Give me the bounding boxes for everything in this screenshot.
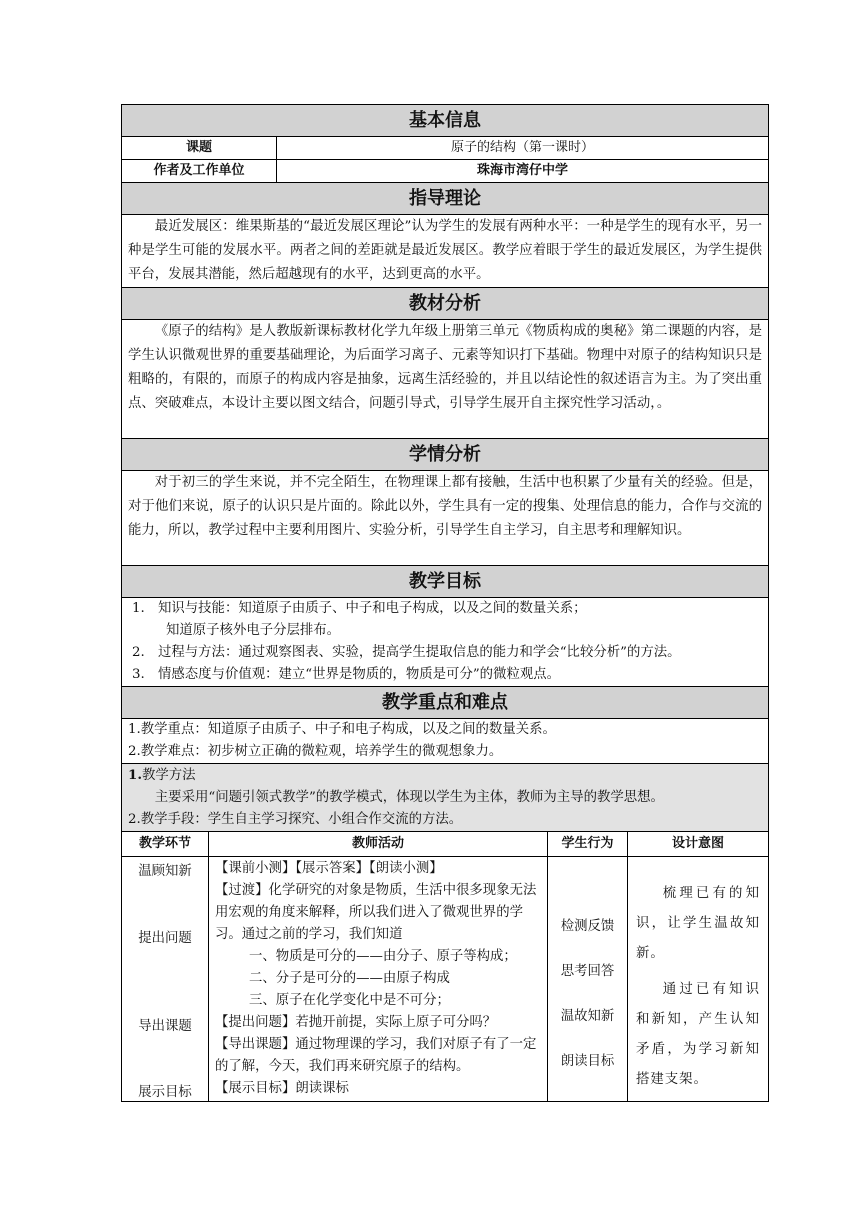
section-basic-info-title: 基本信息 <box>122 105 769 137</box>
goal-item-1: 1. 知识与技能：知道原子由质子、中子和电子构成，以及之间的数量关系； <box>132 601 587 616</box>
topic-value: 原子的结构（第一课时） <box>277 137 769 160</box>
student-item: 思考回答 <box>560 964 615 979</box>
section-keypoints-title: 教学重点和难点 <box>122 687 769 719</box>
stage-item: 导出课题 <box>138 1019 192 1034</box>
students-text: 对于初三的学生来说，并不完全陌生，在物理课上都有接触，生活中也积累了少量有关的经验。但是，对于他们来说，原子的认识只是片面的。除此以外，学生具有一定的搜集、处理信息的能力，合作与交流的能力，所以，教学过程中主要利用图片、实验分析，引导学生自主学习，自主思考和理解知识。 <box>128 475 762 538</box>
stage-column <box>122 857 209 1102</box>
intent-item: 梳理已有的知识，让学生温故知新。 <box>636 886 760 961</box>
student-column <box>548 857 628 1102</box>
student-item: 检测反馈 <box>560 919 615 934</box>
goal-item-2: 2. 过程与方法：通过观察图表、实验，提高学生提取信息的能力和学会“比较分析”的方法。 <box>132 645 681 660</box>
teacher-line: 【提出问题】若抛开前提，实际上原子可分吗？ <box>215 1015 497 1030</box>
material-text: 《原子的结构》是人教版新课标教材化学九年级上册第三单元《物质构成的奥秘》第二课题的内容，是学生认识微观世界的重要基础理论，为后面学习离子、元素等知识打下基础。物理中对原子的结构知识只是粗略的，有限的，而原子的构成内容是抽象，远离生活经验的，并且以结论性的叙述语言为主。为了突出重点、突破难点，本设计主要以图文结合，问题引导式，引导学生展开自主探究性学习活动，。 <box>128 324 762 411</box>
intent-column <box>628 857 769 1102</box>
teacher-line: 【导出课题】通过物理课的学习，我们对原子有了一定的了解，今天，我们再来研究原子的结构。 <box>215 1037 537 1074</box>
focus-text: 1.教学重点：知道原子由质子、中子和电子构成，以及之间的数量关系。 <box>128 722 556 737</box>
section-theory-title: 指导理论 <box>122 183 769 215</box>
header-teacher: 教师活动 <box>209 832 548 857</box>
goals-list <box>122 598 769 687</box>
section-goals-title: 教学目标 <box>122 566 769 598</box>
topic-label: 课题 <box>122 137 277 160</box>
intent-item: 通过已有知识和新知，产生认知矛盾，为学习新知搭建支架。 <box>636 982 760 1087</box>
student-item: 温故知新 <box>560 1009 615 1024</box>
section-material-title: 教材分析 <box>122 288 769 320</box>
author-label: 作者及工作单位 <box>122 160 277 183</box>
stage-item: 提出问题 <box>138 931 192 946</box>
teacher-line: 一、物质是可分的——由分子、原子等构成； <box>249 949 517 964</box>
teacher-column <box>209 857 548 1102</box>
methods-heading: 1.教学方法 <box>128 767 196 783</box>
teacher-line: 【课前小测】【展示答案】【朗读小测】 <box>215 861 443 876</box>
author-value: 珠海市湾仔中学 <box>277 160 769 183</box>
teacher-line: 【过渡】化学研究的对象是物质，生活中很多现象无法用宏观的角度来解释，所以我们进入了微观世界的学习。通过之前的学习，我们知道 <box>215 883 537 942</box>
methods-text: 主要采用“问题引领式教学”的教学模式，体现以学生为主体，教师为主导的教学思想。 <box>154 790 664 805</box>
methods-means: 2.教学手段：学生自主学习探究、小组合作交流的方法。 <box>128 812 463 827</box>
theory-text: 最近发展区：维果斯基的“最近发展区理论”认为学生的发展有两种水平：一种是学生的现有水平，另一种是学生可能的发展水平。两者之间的差距就是最近发展区。教学应着眼于学生的最近发展区，为学生提供平台，发展其潜能，然后超越现有的水平，达到更高的水平。 <box>128 219 762 282</box>
teacher-line: 【展示目标】朗读课标 <box>215 1081 349 1096</box>
section-students-title: 学情分析 <box>122 439 769 471</box>
header-intent: 设计意图 <box>628 832 769 857</box>
stage-item: 展示目标 <box>138 1085 192 1100</box>
student-item: 朗读目标 <box>560 1054 615 1069</box>
header-student: 学生行为 <box>548 832 628 857</box>
stage-item: 温顾知新 <box>138 864 192 879</box>
methods-block <box>122 764 769 832</box>
teacher-line: 二、分子是可分的——由原子构成 <box>249 971 450 986</box>
goal-item-1b: 知道原子核外电子分层排布。 <box>166 623 341 638</box>
difficulty-text: 2.教学难点：初步树立正确的微粒观，培养学生的微观想象力。 <box>128 744 503 759</box>
header-stage: 教学环节 <box>122 832 209 857</box>
goal-item-3: 3. 情感态度与价值观：建立“世界是物质的，物质是可分”的微粒观点。 <box>132 667 561 682</box>
lesson-plan-table <box>121 104 769 1102</box>
teacher-line: 三、原子在化学变化中是不可分； <box>249 993 450 1008</box>
keypoints-list <box>122 719 769 764</box>
